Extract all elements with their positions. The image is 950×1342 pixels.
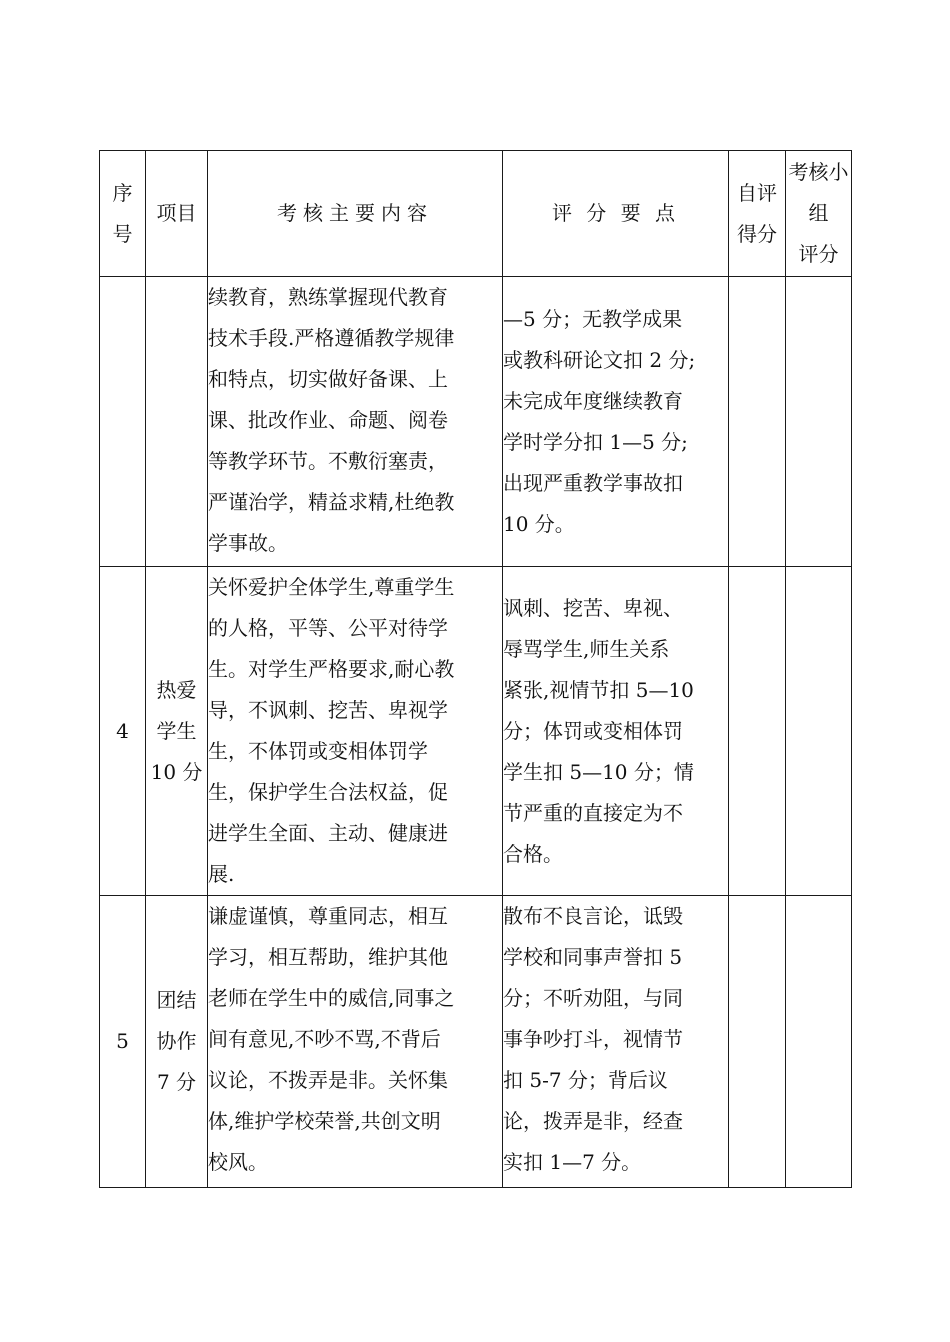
row-group-score (786, 567, 852, 896)
row-points: 讽刺、挖苦、卑视、 辱骂学生,师生关系 紧张,视情节扣 5—10 分；体罚或变相体罚 学生扣 5—10 分；情 节严重的直接定为不 合格。 (503, 567, 729, 896)
header-points: 评 分 要 点 (503, 151, 729, 277)
evaluation-table (99, 150, 852, 1188)
row-content: 关怀爱护全体学生,尊重学生 的人格，平等、公平对待学 生。对学生严格要求,耐心教 导，不讽刺、挖苦、卑视学 生，不体罚或变相体罚学 生，保护学生合法权益，促 进学生全面、主动、健康进 展. (208, 567, 503, 896)
row-group-score (786, 277, 852, 567)
header-item: 项目 (146, 151, 208, 277)
row-item: 热爱 学生 10 分 (146, 567, 208, 896)
header-no: 序 号 (100, 151, 146, 277)
header-content: 考核主要内容 (208, 151, 503, 277)
row-self-score (729, 896, 786, 1188)
row-no: 5 (100, 896, 146, 1188)
table-header-row (100, 151, 852, 277)
row-points: 散布不良言论，诋毁 学校和同事声誉扣 5 分；不听劝阻，与同 事争吵打斗，视情节 扣 5-7 分；背后议 论，拨弄是非，经查 实扣 1—7 分。 (503, 896, 729, 1188)
table-row (100, 896, 852, 1188)
row-content: 续教育，熟练掌握现代教育 技术手段.严格遵循教学规律 和特点，切实做好备课、上 课、批改作业、命题、阅卷 等教学环节。不敷衍塞责， 严谨治学，精益求精,杜绝教 学事故。 (208, 277, 503, 567)
row-self-score (729, 277, 786, 567)
row-item: 团结 协作 7 分 (146, 896, 208, 1188)
row-no (100, 277, 146, 567)
table-row (100, 277, 852, 567)
row-item (146, 277, 208, 567)
header-group-score: 考核小 组 评分 (786, 151, 852, 277)
row-content: 谦虚谨慎，尊重同志，相互 学习，相互帮助，维护其他 老师在学生中的威信,同事之 间有意见,不吵不骂,不背后 议论，不拨弄是非。关怀集 体,维护学校荣誉,共创文明 校风。 (208, 896, 503, 1188)
row-group-score (786, 896, 852, 1188)
row-self-score (729, 567, 786, 896)
row-no: 4 (100, 567, 146, 896)
row-points: —5 分；无教学成果 或教科研论文扣 2 分; 未完成年度继续教育 学时学分扣 1—5 分; 出现严重教学事故扣 10 分。 (503, 277, 729, 567)
header-self-score: 自评 得分 (729, 151, 786, 277)
table-row (100, 567, 852, 896)
